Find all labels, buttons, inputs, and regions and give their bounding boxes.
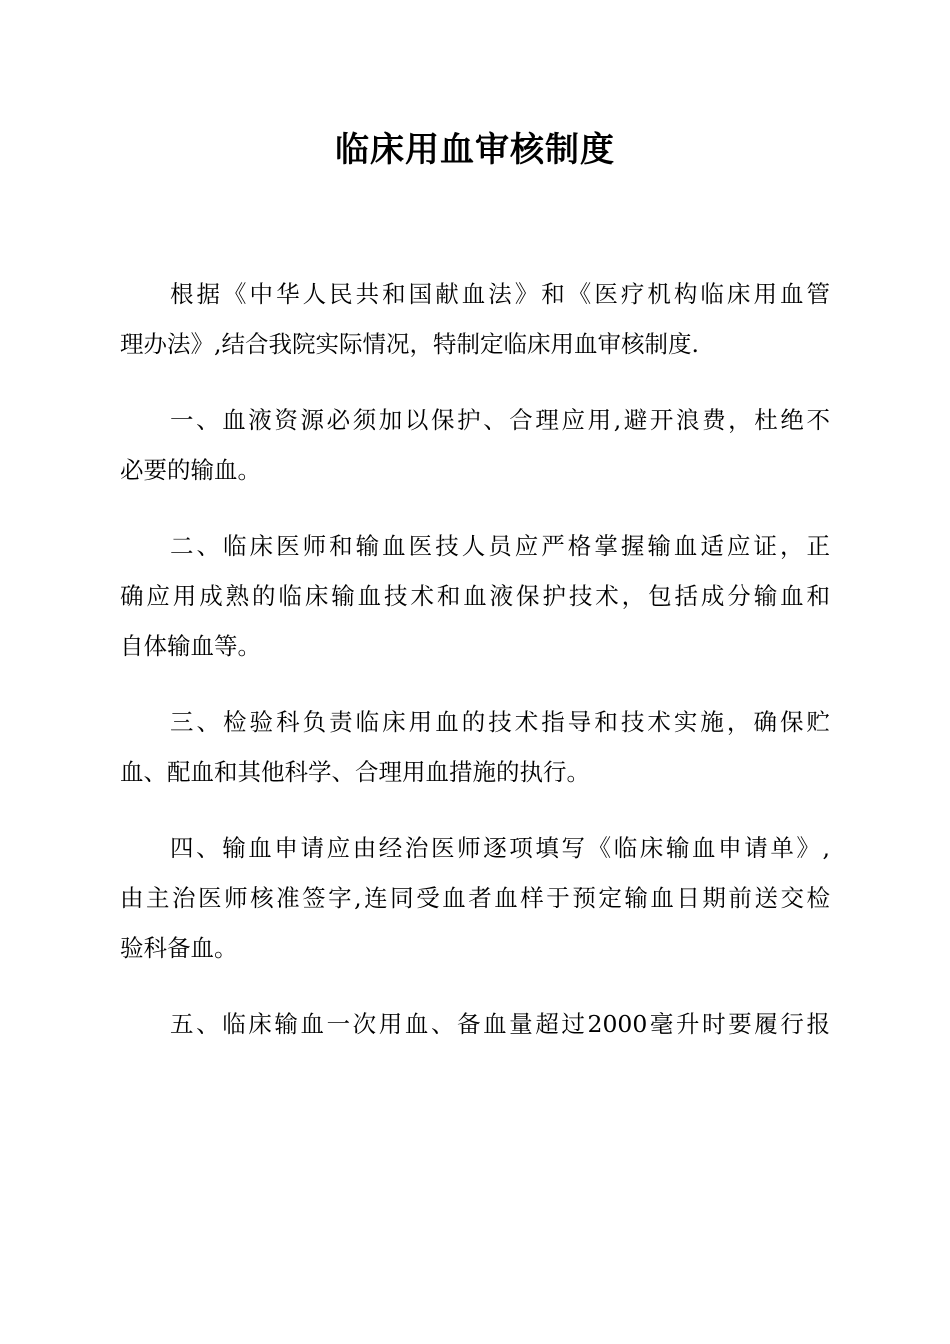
paragraph-item-4 <box>120 823 830 973</box>
paragraph-item-1 <box>120 395 830 495</box>
paragraph-item-5 <box>120 999 830 1049</box>
paragraph-line: 一、血液资源必须加以保护、合理应用,避开浪费，杜绝不 <box>170 406 830 434</box>
paragraph-line: 确应用成熟的临床输血技术和血液保护技术，包括成分输血和 <box>120 582 830 610</box>
paragraph-line: 二、临床医师和输血医技人员应严格掌握输血适应证，正 <box>170 532 830 560</box>
paragraph-line: 必要的输血。 <box>120 456 261 484</box>
paragraph-line: 理办法》,结合我院实际情况，特制定临床用血审核制度. <box>120 330 699 358</box>
paragraph-item-3 <box>120 697 830 797</box>
paragraph-line: 四、输血申请应由经治医师逐项填写《临床输血申请单》, <box>170 834 830 862</box>
paragraph-basis <box>120 269 830 369</box>
paragraph-item-2 <box>120 521 830 671</box>
paragraph-line: 三、检验科负责临床用血的技术指导和技术实施，确保贮 <box>170 708 830 736</box>
paragraph-line: 自体输血等。 <box>120 632 261 660</box>
document-title: 临床用血审核制度 <box>335 130 615 170</box>
paragraph-line: 验科备血。 <box>120 934 238 962</box>
paragraph-line: 五、临床输血一次用血、备血量超过2000毫升时要履行报 <box>170 1010 830 1038</box>
paragraph-line: 根据《中华人民共和国献血法》和《医疗机构临床用血管 <box>170 280 830 308</box>
paragraph-line: 血、配血和其他科学、合理用血措施的执行。 <box>120 758 590 786</box>
paragraph-line: 由主治医师核准签字,连同受血者血样于预定输血日期前送交检 <box>120 884 830 912</box>
document-body <box>120 269 830 1049</box>
